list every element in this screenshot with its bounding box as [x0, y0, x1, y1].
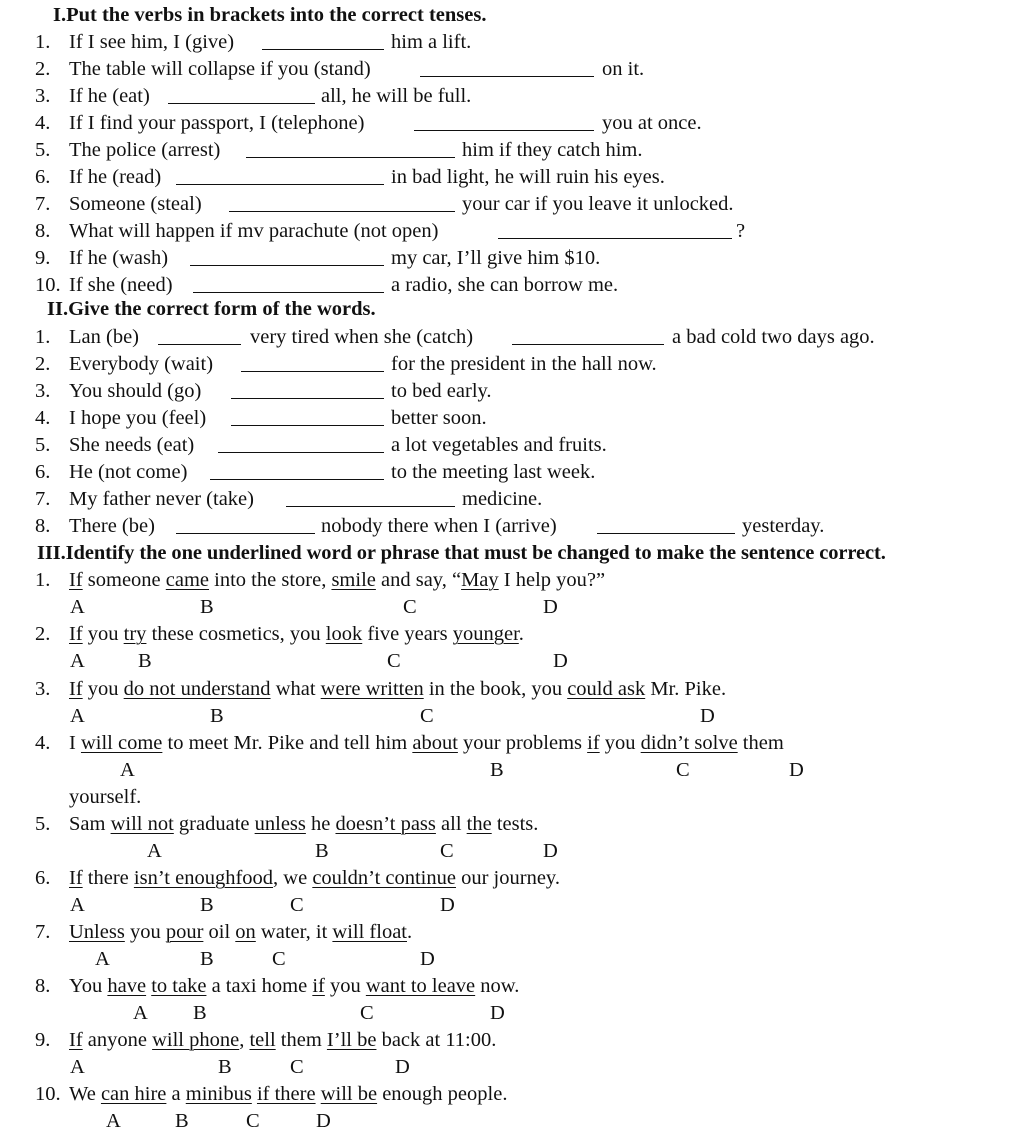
s1-item-text-after: you at once. [602, 112, 702, 134]
s3-sentence [69, 568, 605, 592]
s2-item-number: 8. [35, 515, 51, 537]
s1-item-text: If he (wash) [69, 247, 169, 269]
s2-item-text: Everybody (wait) [69, 353, 214, 375]
sentence-text: back at 11:00. [381, 1029, 497, 1051]
s2-item-text: There (be) [69, 515, 155, 537]
s1-item-number: 4. [35, 112, 51, 134]
option-letter-a: A [70, 1056, 85, 1078]
underlined-option[interactable]: If [69, 1029, 83, 1051]
option-letter-b: B [200, 894, 214, 916]
sentence-text: I [69, 732, 76, 754]
s3-sentence [69, 731, 784, 755]
underlined-option[interactable]: will float [332, 921, 407, 943]
underlined-option[interactable]: tell [249, 1029, 276, 1051]
option-letter-a: A [70, 650, 85, 672]
underlined-option[interactable]: pour [165, 921, 204, 943]
s1-item-text-after: your car if you leave it unlocked. [462, 193, 734, 215]
underlined-option[interactable]: if [312, 975, 325, 997]
underlined-option[interactable]: will be [320, 1083, 378, 1105]
s2-item-number: 7. [35, 488, 51, 510]
sentence-text: anyone [87, 1029, 147, 1051]
s1-item-number: 3. [35, 85, 51, 107]
option-letter-a: A [95, 948, 110, 970]
sentence-text: them [742, 732, 784, 754]
sentence-text: he [311, 813, 331, 835]
option-letter-a: A [133, 1002, 148, 1024]
option-letter-c: C [272, 948, 286, 970]
s3-item-number: 1. [35, 569, 51, 591]
s3-sentence-continuation: yourself. [69, 786, 142, 808]
option-letter-a: A [120, 759, 135, 781]
underlined-option[interactable]: can hire [100, 1083, 167, 1105]
s1-item-text-after: ? [736, 220, 746, 242]
s2-item-text: You should (go) [69, 380, 202, 402]
sentence-text: We [69, 1083, 96, 1105]
option-letter-b: B [138, 650, 152, 672]
s1-item-text: The police (arrest) [69, 139, 221, 161]
sentence-text: and say, “ [381, 569, 462, 591]
option-letter-d: D [789, 759, 804, 781]
option-letter-d: D [553, 650, 568, 672]
s1-item-text-after: all, he will be full. [321, 85, 472, 107]
sentence-text: a [171, 1083, 181, 1105]
s3-item-number: 6. [35, 867, 51, 889]
underlined-option[interactable]: came [165, 569, 210, 591]
s1-item-number: 6. [35, 166, 51, 188]
s3-sentence [69, 866, 560, 890]
s1-item-text: If he (read) [69, 166, 162, 188]
option-letter-a: A [147, 840, 162, 862]
s1-item-number: 10. [35, 274, 61, 296]
sentence-text: a taxi home [211, 975, 308, 997]
sentence-text: you [604, 732, 636, 754]
sentence-text: them [280, 1029, 322, 1051]
s1-item-number: 1. [35, 31, 51, 53]
s3-sentence [69, 974, 519, 998]
underlined-option[interactable]: could ask [567, 678, 646, 700]
s3-item-number: 9. [35, 1029, 51, 1051]
underlined-option[interactable]: If [69, 867, 83, 889]
option-letter-d: D [420, 948, 435, 970]
s1-item-number: 5. [35, 139, 51, 161]
s1-item-text-after: him if they catch him. [462, 139, 643, 161]
s2-item-text-after: medicine. [462, 488, 543, 510]
s2-item-number: 2. [35, 353, 51, 375]
option-letter-a: A [70, 705, 85, 727]
s1-item-text: If he (eat) [69, 85, 150, 107]
sentence-text: Mr. Pike. [650, 678, 727, 700]
answer-blank[interactable] [176, 533, 315, 534]
sentence-text: . [407, 921, 413, 943]
underlined-option[interactable]: Unless [69, 921, 125, 943]
option-letter-b: B [193, 1002, 207, 1024]
s2-item-text-after: a lot vegetables and fruits. [391, 434, 607, 456]
option-letter-b: B [218, 1056, 232, 1078]
s3-item-number: 2. [35, 623, 51, 645]
answer-blank[interactable] [262, 49, 384, 50]
s1-item-number: 8. [35, 220, 51, 242]
underlined-option[interactable]: will phone [152, 1029, 240, 1051]
sentence-text: someone [87, 569, 161, 591]
option-letter-c: C [440, 840, 454, 862]
answer-blank[interactable] [597, 533, 735, 534]
sentence-text: Sam [69, 813, 106, 835]
sentence-text: you [87, 678, 119, 700]
answer-blank[interactable] [241, 371, 384, 372]
underlined-option[interactable]: on [235, 921, 256, 943]
s2-item-text-after: to the meeting last week. [391, 461, 596, 483]
option-letter-b: B [315, 840, 329, 862]
underlined-option[interactable]: smile [331, 569, 376, 591]
sentence-text: into the store, [214, 569, 327, 591]
section-1-heading: I.Put the verbs in brackets into the correct tenses. [53, 4, 487, 26]
option-letter-c: C [290, 1056, 304, 1078]
s3-sentence [69, 920, 412, 944]
answer-blank[interactable] [229, 211, 455, 212]
answer-blank[interactable] [498, 238, 732, 239]
s2-item-text-after: to bed early. [391, 380, 492, 402]
s2-item-text: Lan (be) [69, 326, 139, 348]
option-letter-c: C [360, 1002, 374, 1024]
s2-item-text-after: for the president in the hall now. [391, 353, 657, 375]
sentence-text: you [329, 975, 361, 997]
s2-item-text: She needs (eat) [69, 434, 195, 456]
s2-item-text: He (not come) [69, 461, 188, 483]
underlined-option[interactable]: didn’t solve [640, 732, 738, 754]
underlined-option[interactable]: unless [254, 813, 306, 835]
answer-blank[interactable] [286, 506, 455, 507]
underlined-option[interactable]: if there [256, 1083, 316, 1105]
underlined-option[interactable]: isn’t enough [133, 867, 236, 889]
option-letter-d: D [700, 705, 715, 727]
s2-item-number: 6. [35, 461, 51, 483]
s3-sentence [69, 622, 524, 646]
sentence-text: your problems [463, 732, 583, 754]
s1-item-number: 2. [35, 58, 51, 80]
underlined-option[interactable]: try [123, 623, 147, 645]
s3-item-number: 10. [35, 1083, 61, 1105]
sentence-text: to meet Mr. Pike and tell him [167, 732, 408, 754]
s2-item-text-after: nobody there when I (arrive) [321, 515, 557, 537]
section-2-heading: II.Give the correct form of the words. [47, 298, 376, 320]
underlined-option[interactable]: younger [452, 623, 519, 645]
underlined-option[interactable]: I’ll be [326, 1029, 377, 1051]
s1-item-text: If she (need) [69, 274, 173, 296]
sentence-text: there [87, 867, 129, 889]
s2-item-text-after: yesterday. [742, 515, 825, 537]
s2-item-text: I hope you (feel) [69, 407, 207, 429]
s1-item-text-after: in bad light, he will ruin his eyes. [391, 166, 665, 188]
option-letter-d: D [316, 1110, 331, 1132]
sentence-text: , we [273, 867, 308, 889]
option-letter-c: C [290, 894, 304, 916]
sentence-text: all [441, 813, 462, 835]
sentence-text: you [129, 921, 161, 943]
option-letter-d: D [440, 894, 455, 916]
sentence-text: enough people. [382, 1083, 508, 1105]
underlined-option[interactable]: will come [80, 732, 163, 754]
underlined-option[interactable]: do not understand [123, 678, 271, 700]
underlined-option[interactable]: minibus [185, 1083, 252, 1105]
option-letter-a: A [106, 1110, 121, 1132]
underlined-option[interactable]: If [69, 569, 83, 591]
s3-item-number: 5. [35, 813, 51, 835]
option-letter-d: D [543, 840, 558, 862]
s2-item-number: 5. [35, 434, 51, 456]
s1-item-text-after: my car, I’ll give him $10. [391, 247, 601, 269]
sentence-text: I help you?” [503, 569, 606, 591]
underlined-option[interactable]: look [325, 623, 363, 645]
option-letter-b: B [210, 705, 224, 727]
s3-item-number: 4. [35, 732, 51, 754]
s1-item-text: The table will collapse if you (stand) [69, 58, 371, 80]
option-letter-c: C [676, 759, 690, 781]
s2-item-number: 3. [35, 380, 51, 402]
s1-item-text-after: a radio, she can borrow me. [391, 274, 619, 296]
answer-blank[interactable] [512, 344, 664, 345]
s1-item-text: If I see him, I (give) [69, 31, 235, 53]
s3-item-number: 7. [35, 921, 51, 943]
answer-blank[interactable] [246, 157, 455, 158]
sentence-text: water, it [260, 921, 328, 943]
answer-blank[interactable] [210, 479, 384, 480]
s1-item-text: If I find your passport, I (telephone) [69, 112, 365, 134]
sentence-text: five years [367, 623, 448, 645]
option-letter-d: D [490, 1002, 505, 1024]
sentence-text: in the book, you [428, 678, 563, 700]
s1-item-number: 7. [35, 193, 51, 215]
option-letter-a: A [70, 596, 85, 618]
sentence-text: . [518, 623, 524, 645]
answer-blank[interactable] [158, 344, 241, 345]
s1-item-number: 9. [35, 247, 51, 269]
option-letter-c: C [246, 1110, 260, 1132]
underlined-option[interactable]: couldn’t continue [312, 867, 456, 889]
s2-item-number: 1. [35, 326, 51, 348]
underlined-option[interactable]: If [69, 678, 83, 700]
s2-item-text-after: a bad cold two days ago. [672, 326, 875, 348]
underlined-option[interactable]: If [69, 623, 83, 645]
s3-item-number: 3. [35, 678, 51, 700]
s3-item-number: 8. [35, 975, 51, 997]
answer-blank[interactable] [168, 103, 315, 104]
option-letter-d: D [395, 1056, 410, 1078]
sentence-text: these cosmetics, you [151, 623, 321, 645]
answer-blank[interactable] [231, 398, 384, 399]
s1-item-text: What will happen if mv parachute (not open) [69, 220, 439, 242]
option-letter-c: C [420, 705, 434, 727]
underlined-option[interactable]: were written [320, 678, 424, 700]
answer-blank[interactable] [190, 265, 384, 266]
option-letter-a: A [70, 894, 85, 916]
sentence-text: you [87, 623, 119, 645]
option-letter-c: C [403, 596, 417, 618]
underlined-option[interactable]: May [461, 569, 499, 591]
s3-sentence [69, 677, 726, 701]
s1-item-text: Someone (steal) [69, 193, 202, 215]
answer-blank[interactable] [420, 76, 594, 77]
underlined-option[interactable]: have [107, 975, 147, 997]
sentence-text: You [69, 975, 103, 997]
underlined-option[interactable]: food [235, 867, 274, 889]
underlined-option[interactable]: the [466, 813, 492, 835]
underlined-option[interactable]: want to leave [365, 975, 476, 997]
sentence-text: what [275, 678, 316, 700]
answer-blank[interactable] [176, 184, 384, 185]
s2-item-text-after: very tired when she (catch) [250, 326, 474, 348]
underlined-option[interactable]: about [412, 732, 458, 754]
underlined-option[interactable]: if [587, 732, 600, 754]
sentence-text: , [239, 1029, 245, 1051]
s1-item-text-after: him a lift. [391, 31, 472, 53]
answer-blank[interactable] [218, 452, 384, 453]
s2-item-number: 4. [35, 407, 51, 429]
option-letter-b: B [200, 948, 214, 970]
option-letter-d: D [543, 596, 558, 618]
answer-blank[interactable] [414, 130, 594, 131]
s3-sentence [69, 1082, 507, 1106]
s1-item-text-after: on it. [602, 58, 645, 80]
s2-item-text: My father never (take) [69, 488, 254, 510]
sentence-text: graduate [178, 813, 250, 835]
sentence-text: now. [480, 975, 520, 997]
answer-blank[interactable] [231, 425, 384, 426]
option-letter-b: B [490, 759, 504, 781]
option-letter-b: B [175, 1110, 189, 1132]
option-letter-b: B [200, 596, 214, 618]
sentence-text: our journey. [461, 867, 560, 889]
option-letter-c: C [387, 650, 401, 672]
section-3-heading: III.Identify the one underlined word or phrase that must be changed to make the sentence correct. [37, 542, 886, 564]
s2-item-text-after: better soon. [391, 407, 487, 429]
s3-sentence [69, 1028, 496, 1052]
answer-blank[interactable] [193, 292, 384, 293]
underlined-option[interactable]: doesn’t pass [335, 813, 436, 835]
sentence-text: oil [208, 921, 231, 943]
underlined-option[interactable]: to take [151, 975, 207, 997]
underlined-option[interactable]: will not [110, 813, 174, 835]
sentence-text: tests. [496, 813, 539, 835]
s3-sentence [69, 812, 538, 836]
